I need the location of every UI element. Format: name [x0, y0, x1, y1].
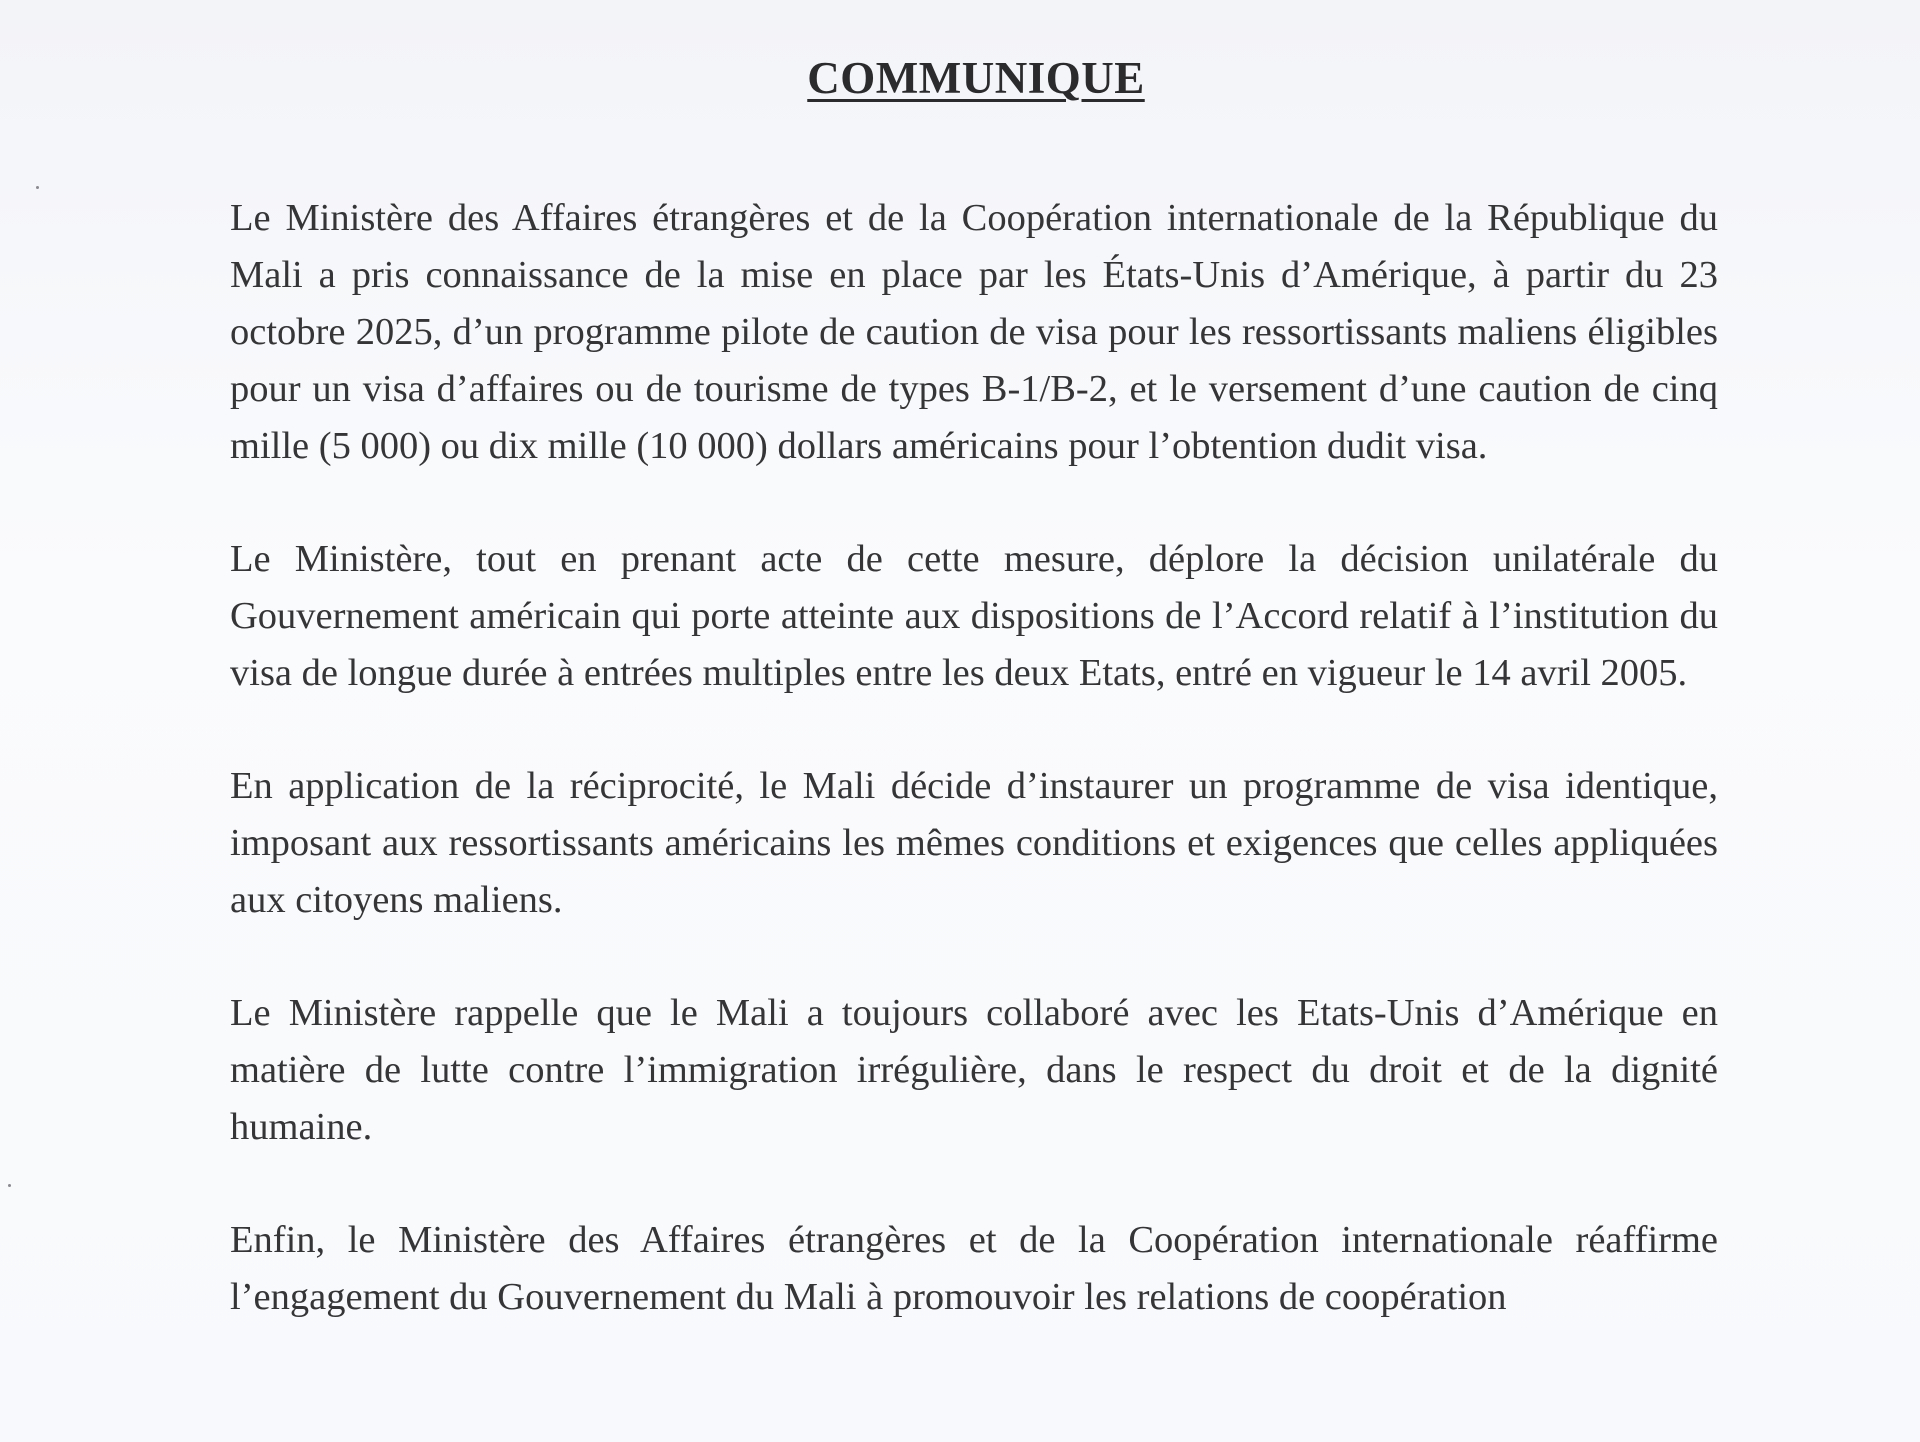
scan-speck [8, 1184, 11, 1187]
document-body [230, 190, 1718, 1382]
scan-speck [36, 186, 39, 189]
document-title-text: COMMUNIQUE [807, 53, 1145, 103]
paragraph-3: En application de la réciprocité, le Mali décide d’instaurer un programme de visa identique, imposant aux ressortissants américains les mêmes conditions et exigences que celles appliquées aux citoyens maliens. [230, 765, 1718, 921]
paragraph-5: Enfin, le Ministère des Affaires étrangères et de la Coopération internationale réaffirme l’engagement du Gouvernement du Mali à promouvoir les relations de coopération [230, 1219, 1718, 1318]
document-title [0, 52, 1920, 104]
paragraph-2: Le Ministère, tout en prenant acte de cette mesure, déplore la décision unilatérale du Gouvernement américain qui porte atteinte aux dispositions de l’Accord relatif à l’institution du visa de longue durée à entrées multiples entre les deux Etats, entré en vigueur le 14 avril 2005. [230, 538, 1718, 694]
paragraph-1: Le Ministère des Affaires étrangères et de la Coopération internationale de la République du Mali a pris connaissance de la mise en place par les États-Unis d’Amérique, à partir du 23 octobre 2025, d’un programme pilote de caution de visa pour les ressortissants maliens éligibles pour un visa d’affaires ou de tourisme de types B-1/B-2, et le versement d’une caution de cinq mille (5 000) ou dix mille (10 000) dollars américains pour l’obtention dudit visa. [230, 197, 1718, 467]
paragraph-4: Le Ministère rappelle que le Mali a toujours collaboré avec les Etats-Unis d’Amérique en matière de lutte contre l’immigration irrégulière, dans le respect du droit et de la dignité humaine. [230, 992, 1718, 1148]
